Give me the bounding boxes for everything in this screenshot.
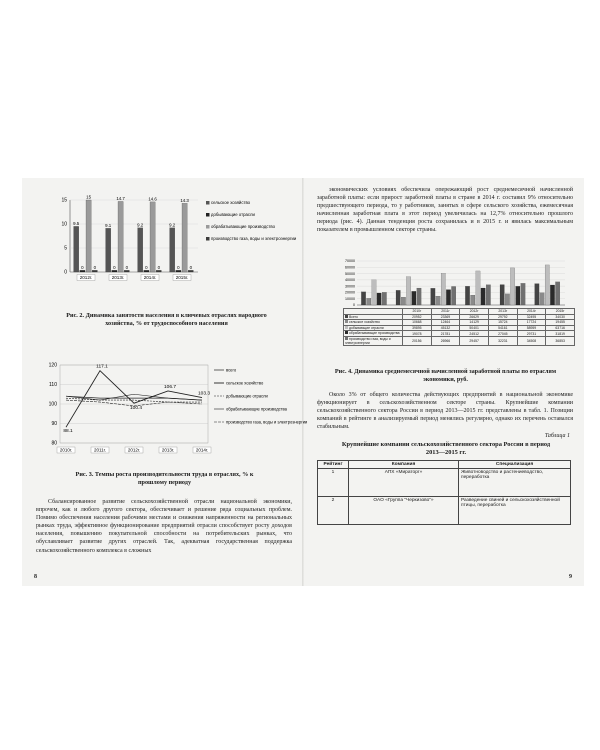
cell-company: ОАО «Группа “Черкизово”» — [349, 497, 459, 525]
bar — [176, 270, 181, 272]
wage-table-cell: 20952 — [403, 314, 432, 320]
wage-table-cell: 39895 — [403, 325, 432, 331]
bar — [516, 286, 520, 305]
bar — [545, 265, 549, 305]
y-tick-label: 70000 — [345, 259, 355, 264]
wage-table-cell: 15724 — [488, 320, 517, 326]
x-tick-label: 2015г. — [175, 275, 189, 280]
wage-table-series-label: Всего — [344, 314, 403, 320]
bar — [112, 270, 117, 272]
x-tick-label: 2013г. — [161, 447, 175, 453]
cell-specialization: Животноводство и растениеводство, переработка — [459, 469, 571, 497]
bar — [150, 202, 155, 272]
wage-table-cell: 24512 — [460, 331, 489, 337]
y-tick-label: 30000 — [345, 284, 355, 289]
legend-swatch — [345, 320, 348, 323]
x-tick-label: 2010г. — [59, 447, 73, 453]
bar — [92, 270, 97, 272]
legend-swatch — [345, 331, 348, 334]
bar — [80, 270, 85, 272]
series-line — [66, 396, 202, 400]
x-tick-label: 2012г. — [79, 275, 93, 280]
y-tick-label: 50000 — [345, 271, 355, 276]
right-page — [303, 178, 584, 586]
wage-data-table — [343, 308, 575, 346]
bar — [510, 268, 514, 305]
fig3-caption: Рис. 3. Темпы роста производительности труда в отраслях, % к прошлому периоду — [75, 471, 254, 486]
wage-table-cell: 14129 — [460, 320, 489, 326]
bar — [396, 290, 400, 305]
wage-table-cell: 12464 — [431, 320, 460, 326]
employment-bar-chart — [52, 194, 302, 294]
legend-swatch — [206, 225, 210, 229]
wage-table-cell: 32495 — [517, 314, 546, 320]
data-label: 14.7 — [116, 195, 125, 201]
bar — [521, 283, 525, 305]
wage-table-series-label: производство газа, воды и электроэнергии — [344, 336, 403, 345]
bar — [417, 288, 421, 305]
data-label: 9.5 — [73, 220, 80, 226]
cell-rank: 1 — [318, 469, 349, 497]
fig2-caption: Рис. 2. Динамика занятости населения в ключевых отраслях народного хозяйства, % от трудоспособного населения — [66, 312, 267, 327]
y-tick-label: 5 — [64, 245, 67, 252]
bar — [436, 296, 440, 305]
bar — [124, 270, 129, 272]
bar — [431, 288, 435, 305]
table-row — [318, 469, 571, 497]
x-tick-label: 2014г. — [143, 275, 157, 280]
wage-table-cell: 26966 — [431, 336, 460, 345]
table-title: Крупнейшие компании сельскохозяйственного сектора России в период 2013—2015 гг. — [341, 441, 551, 456]
header-rank: Рейтинг — [318, 461, 349, 469]
wage-bar-chart — [335, 259, 567, 307]
y-tick-label: 90 — [51, 421, 57, 428]
bar — [505, 294, 509, 305]
wage-table-cell: 50401 — [460, 325, 489, 331]
bar — [481, 288, 485, 305]
legend-swatch — [345, 337, 348, 340]
y-tick-label: 40000 — [345, 278, 355, 283]
wage-table-cell: 63716 — [546, 325, 575, 331]
wage-table-cell: 26629 — [460, 314, 489, 320]
bar — [500, 285, 504, 305]
x-tick-label: 2013г. — [111, 275, 125, 280]
legend-label: обрабатывающие производство — [211, 224, 275, 229]
wage-table-year: 2013г — [488, 309, 517, 315]
legend-swatch — [345, 326, 348, 329]
fig4-caption: Рис. 4. Динамика среднемесячной начисленной заработной платы по отраслям экономики, руб. — [334, 368, 557, 383]
wage-table-cell: 29457 — [460, 336, 489, 345]
bar — [382, 292, 386, 305]
bar — [170, 228, 175, 272]
data-label: 9.2 — [169, 222, 176, 228]
wage-table-row — [344, 336, 575, 345]
legend-swatch — [206, 201, 210, 205]
legend-swatch — [345, 315, 348, 318]
y-tick-label: 0 — [353, 303, 355, 308]
bar — [182, 203, 187, 272]
data-label: 15 — [86, 194, 92, 200]
wage-table-series-label: добывающие отрасли — [344, 325, 403, 331]
legend-label: всего — [226, 367, 237, 373]
data-label: 103.3 — [197, 391, 211, 397]
left-page — [22, 178, 308, 586]
wage-table-year: 2014г — [517, 309, 546, 315]
data-label: 0 — [125, 264, 129, 270]
data-label: 0 — [157, 264, 161, 270]
y-tick-label: 100 — [48, 401, 57, 408]
data-label: 9.2 — [137, 222, 144, 228]
bar — [535, 284, 539, 305]
right-body-text-1: экономических условиях обеспечила опережающий рост среднемесячной начисленной заработной платы: если прирост заработной платы в стране в 2014 г. составил 9% относительно предшествующего периода, то у работников, занятых в сфере сельского хозяйства, ежемесячная начисленная заработная плата в этот период увеличилась на 12,7% относительно прошлого периода (рис. 4). Данная тенденция роста сохранилась и в 2015 г. и явилась максимальным показателем в промышленном секторе страны. — [317, 187, 573, 234]
y-tick-label: 80 — [51, 440, 57, 447]
data-label: 9.1 — [105, 222, 112, 228]
data-label: 14.6 — [148, 196, 157, 202]
wage-table-cell: 29792 — [488, 314, 517, 320]
x-tick-label: 2014г. — [195, 447, 209, 453]
y-tick-label: 15 — [61, 197, 67, 204]
bar — [401, 297, 405, 305]
bar — [106, 228, 111, 272]
bar — [138, 228, 143, 272]
wage-table-cell: 17724 — [517, 320, 546, 326]
y-tick-label: 120 — [48, 362, 57, 369]
wage-table-cell: 45132 — [431, 325, 460, 331]
table-label: Таблица 1 — [544, 433, 570, 439]
bar — [118, 201, 123, 272]
bar — [156, 270, 161, 272]
data-label: 117.1 — [96, 364, 108, 370]
book-spread — [22, 178, 584, 586]
x-tick-label: 2011г. — [93, 447, 107, 453]
bar — [412, 291, 416, 305]
bar — [465, 286, 469, 305]
wage-table-series-label: обрабатывающие производства — [344, 331, 403, 337]
wage-table-cell: 19455 — [546, 320, 575, 326]
bar — [144, 270, 149, 272]
cell-specialization: Разведение свиней и сельскохозяйственной птицы, переработка — [459, 497, 571, 525]
bar — [540, 293, 544, 305]
wage-table-cell: 34030 — [546, 314, 575, 320]
bar — [471, 295, 475, 305]
wage-table-cell: 32231 — [488, 336, 517, 345]
wage-table-year: 2010г — [403, 309, 432, 315]
x-tick-label: 2012г. — [127, 447, 141, 453]
wage-table-cell: 20156 — [403, 336, 432, 345]
y-tick-label: 0 — [64, 269, 67, 276]
cell-company: АПХ «Мираторг» — [349, 469, 459, 497]
bar — [446, 290, 450, 305]
bar — [361, 292, 365, 305]
wage-table-year: 2011г — [431, 309, 460, 315]
bar — [451, 286, 455, 305]
legend-label: сельское хозяйство — [211, 200, 251, 205]
data-label: 106.7 — [163, 384, 177, 390]
productivity-line-chart — [30, 360, 308, 466]
data-label: 100.4 — [129, 406, 143, 412]
wage-table-cell: 34508 — [517, 336, 546, 345]
y-tick-label: 20000 — [345, 290, 355, 295]
left-body-text: Сбалансированное развитие сельскохозяйственной отрасли национальной экономики, впрочем, как и любого другого сектора, обеспечивает и решение ряда социальных проблем. Помимо обеспечения населения рабочими местами и снижения напряженности на региональных рынках труда, эффективное функционирование предприятий отрасли способствует росту доходов населения, повышению покупательной способности на потребительских рынках, что обуславливает развитие других отраслей. Так, адекватная государственная поддержка сельскохозяйственного комплекса в сложных — [36, 499, 292, 554]
header-company: Компания — [349, 461, 459, 469]
data-label: 0 — [81, 264, 84, 270]
legend-label: производство газа, воды и электроэнергии — [226, 419, 308, 425]
wage-table-year: 2015г — [546, 309, 575, 315]
bar — [555, 282, 559, 305]
bar — [188, 270, 193, 272]
wage-table-series-label: сельское хозяйство — [344, 320, 403, 326]
header-specialization: Специализация — [459, 461, 571, 469]
wage-table-cell: 21781 — [431, 331, 460, 337]
legend-label: добывающие отрасли — [211, 212, 255, 217]
right-page-number: 9 — [569, 574, 572, 580]
y-tick-label: 110 — [49, 382, 57, 389]
right-body-text-2: Около 3% от общего количества действующих предприятий в национальной экономике функционирует в сельскохозяйственном секторе страны. Крупнейшие компании сельскохозяйственного сектора России в период 2013—2015 гг. представлены в табл. 1. Позиции компаний в рейтинге в анализируемый период менялись регулярно, однако их перечень оставался стабильным. — [317, 392, 573, 431]
bar — [367, 298, 371, 305]
bar — [74, 226, 79, 272]
wage-table-cell: 10668 — [403, 320, 432, 326]
companies-table — [317, 460, 571, 525]
wage-table-cell: 29731 — [517, 331, 546, 337]
legend-swatch — [206, 213, 210, 217]
bar — [406, 277, 410, 305]
y-tick-label: 60000 — [345, 265, 355, 270]
data-label: 88.1 — [63, 429, 73, 435]
wage-table-cell: 58959 — [517, 325, 546, 331]
y-tick-label: 10 — [61, 221, 67, 228]
legend-label: производство газа, воды и электроэнергии — [211, 236, 297, 241]
legend-label: сельское хозяйство — [226, 380, 264, 386]
legend-swatch — [206, 237, 210, 241]
data-label: 14.3 — [180, 197, 189, 203]
bar — [86, 200, 91, 272]
data-label: 0 — [145, 264, 148, 270]
wage-table-cell: 36853 — [546, 336, 575, 345]
legend-label: обрабатывающие производства — [226, 406, 287, 412]
bar — [550, 285, 554, 305]
wage-table-year: 2012г — [460, 309, 489, 315]
bar — [486, 285, 490, 305]
table-header-row — [318, 461, 571, 469]
y-tick-label: 10000 — [345, 296, 355, 301]
bar — [441, 273, 445, 305]
data-label: 0 — [189, 264, 193, 270]
data-label: 0 — [113, 264, 116, 270]
legend-label: добывающие отрасли — [226, 393, 268, 399]
wage-table-cell: 19078 — [403, 331, 432, 337]
wage-table-cell: 27045 — [488, 331, 517, 337]
bar — [372, 280, 376, 305]
data-label: 0 — [177, 264, 180, 270]
left-page-number: 8 — [34, 574, 37, 580]
bar — [476, 271, 480, 305]
wage-table-cell: 23369 — [431, 314, 460, 320]
bar — [377, 293, 381, 305]
wage-table-cell: 54161 — [488, 325, 517, 331]
cell-rank: 2 — [318, 497, 349, 525]
table-row — [318, 497, 571, 525]
data-label: 0 — [93, 264, 97, 270]
wage-table-cell: 31819 — [546, 331, 575, 337]
